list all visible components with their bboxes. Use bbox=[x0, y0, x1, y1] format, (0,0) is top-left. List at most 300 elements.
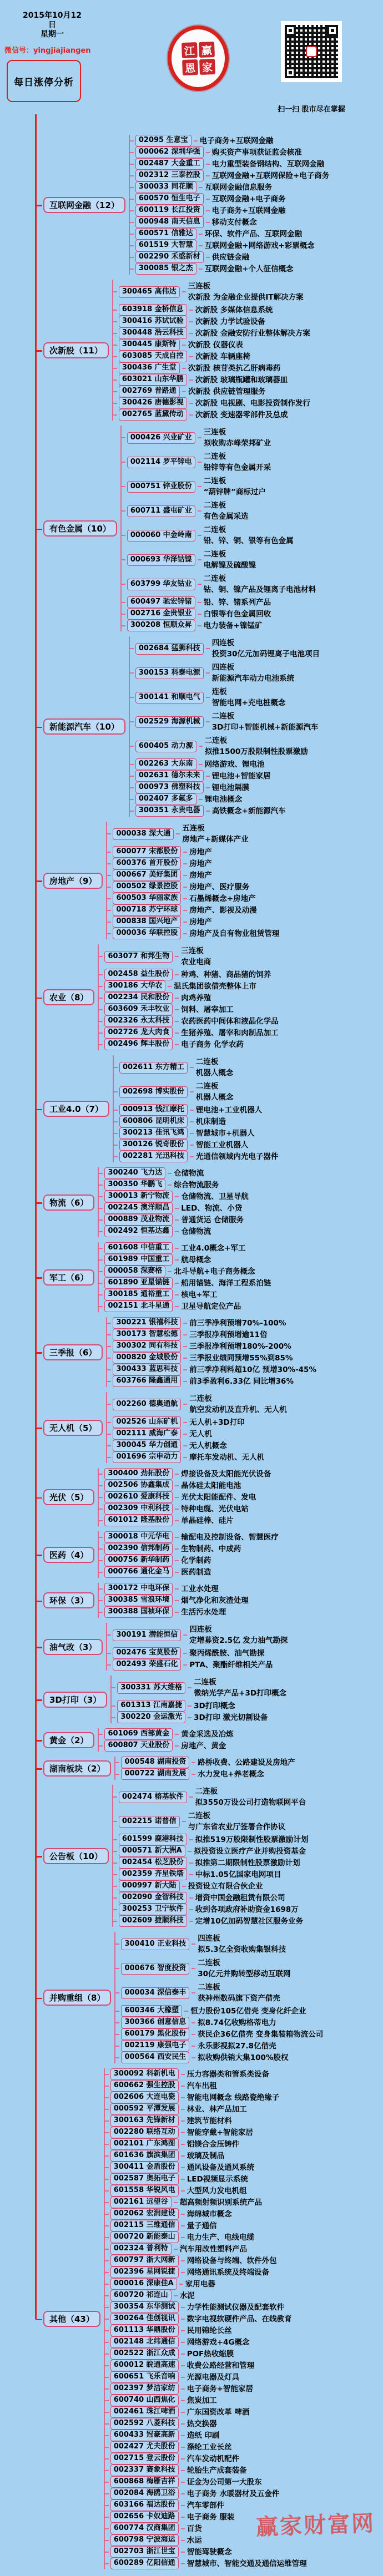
category-node: 油气改（3） bbox=[43, 1639, 103, 1655]
connector-line bbox=[192, 1944, 195, 1945]
stock-note bbox=[212, 771, 271, 782]
stock-note-line: 次新股 金融安防行业整体解决方案 bbox=[195, 328, 310, 338]
connector-line bbox=[198, 559, 201, 560]
stock-node: 002769 普路通 bbox=[119, 386, 180, 397]
stock-row bbox=[115, 1981, 323, 2005]
stock-note-line: 次新股 供应链管理服务 bbox=[188, 387, 266, 396]
stock-node: 002111 威海广泰 bbox=[113, 1428, 181, 1440]
connector-line bbox=[181, 2482, 185, 2483]
stock-node: 002461 珠江啤酒 bbox=[110, 2406, 179, 2418]
stock-note bbox=[195, 305, 273, 316]
stock-node: 300220 金运激光 bbox=[117, 1712, 185, 1723]
stock-note bbox=[189, 893, 255, 904]
stock-note bbox=[188, 363, 281, 374]
connector-line bbox=[189, 1863, 193, 1864]
stock-note bbox=[200, 135, 274, 146]
stock-note bbox=[195, 374, 288, 386]
category-items bbox=[113, 1055, 278, 1162]
stock-note-line: 光伏太阳能配件、发电 bbox=[181, 1492, 256, 1502]
stock-note bbox=[174, 1266, 255, 1277]
stock-row bbox=[99, 992, 278, 1004]
connector-line bbox=[189, 1796, 193, 1798]
category-branch bbox=[0, 1242, 383, 1312]
stock-node: 002407 多氟多 bbox=[135, 793, 196, 805]
connector-line bbox=[181, 2214, 185, 2215]
stock-row bbox=[114, 1151, 278, 1162]
connector-line bbox=[190, 1067, 194, 1068]
stock-note bbox=[205, 735, 308, 757]
stock-row bbox=[114, 1116, 278, 1127]
stock-node: 603166 福达股份 bbox=[110, 2499, 179, 2511]
stock-note bbox=[189, 905, 257, 916]
stock-note-line: 大型风力发电机组 bbox=[187, 2186, 247, 2195]
stock-note bbox=[195, 1834, 309, 1845]
stock-note-line: 二连板 bbox=[203, 452, 226, 461]
stock-node: 002397 梦洁家纺 bbox=[110, 2383, 179, 2395]
stock-note bbox=[204, 620, 263, 631]
connector-line bbox=[181, 2505, 185, 2506]
stock-row bbox=[122, 596, 316, 608]
category-items bbox=[98, 1242, 271, 1312]
stock-note bbox=[181, 1729, 234, 1740]
stock-node: 002703 浙江世宝 bbox=[110, 2546, 179, 2558]
stock-note-line: 四连板 bbox=[211, 663, 235, 672]
connector-line bbox=[189, 356, 193, 357]
connector-line bbox=[182, 291, 186, 292]
stock-note bbox=[196, 1151, 279, 1162]
stock-note bbox=[198, 2017, 276, 2028]
category-items bbox=[98, 1468, 271, 1526]
stock-note-line: 次新股 玻璃瓶罐和玻璃器皿 bbox=[195, 375, 288, 384]
stock-note bbox=[189, 1417, 244, 1428]
stock-node: 000722 湖南发展 bbox=[121, 1768, 189, 1780]
stock-note-line: 电子商务 服装 bbox=[187, 2512, 235, 2522]
stock-node: 002492 恒基达鑫 bbox=[104, 1226, 173, 1237]
stock-note-line: 房地产 bbox=[189, 917, 212, 927]
category-node: 三季报（6） bbox=[43, 1344, 103, 1360]
stock-row bbox=[107, 916, 279, 928]
stock-node: 300153 科泰电源 bbox=[135, 667, 204, 679]
stock-note-line: 涤纶工业长丝 bbox=[187, 2442, 232, 2452]
connector-line bbox=[183, 1634, 187, 1636]
stock-note-line: 量子通信 bbox=[187, 2221, 217, 2230]
stock-note-line: 白银等有色金属回收 bbox=[203, 609, 271, 619]
connector-line bbox=[192, 2057, 195, 2058]
connector-line bbox=[175, 1537, 179, 1538]
connector-line bbox=[181, 2330, 185, 2331]
stock-node: 300445 康斯特 bbox=[119, 339, 180, 351]
stock-note-line: 路桥收费、公路建设及房地产 bbox=[198, 1758, 295, 1767]
stock-note bbox=[187, 2395, 217, 2406]
connector-line bbox=[181, 2517, 185, 2518]
stock-note bbox=[198, 2041, 276, 2052]
stock-row bbox=[105, 2162, 307, 2173]
stock-note-line: 普通货运 仓储服务 bbox=[181, 1215, 244, 1224]
stock-note bbox=[189, 1376, 294, 1387]
connector-line bbox=[206, 787, 210, 788]
connector-line bbox=[192, 2022, 195, 2023]
stock-row bbox=[107, 904, 279, 916]
stock-row bbox=[107, 1392, 286, 1416]
connector-line bbox=[183, 887, 187, 888]
stock-node: 002726 龙大肉食 bbox=[104, 1027, 173, 1039]
stock-note-line: 农药医药中间体和液晶化学品 bbox=[181, 1016, 279, 1026]
stock-note bbox=[181, 1289, 217, 1300]
stock-note-line: 次新股 电视剧、电影投资制作发行 bbox=[195, 398, 310, 408]
connector-line bbox=[175, 974, 179, 975]
connector-line bbox=[175, 1294, 179, 1295]
stock-note bbox=[181, 1555, 211, 1566]
stock-node: 002396 星网锐捷 bbox=[110, 2266, 179, 2278]
stock-node: 002281 光迅科技 bbox=[119, 1151, 188, 1162]
connector-line bbox=[181, 2563, 185, 2564]
stock-row bbox=[107, 1440, 286, 1451]
stock-note-line: 购买资产事项获证监会核准 bbox=[211, 148, 302, 157]
category-branch bbox=[0, 426, 383, 631]
stock-note bbox=[212, 686, 286, 708]
stock-row bbox=[105, 2313, 307, 2325]
connector-line bbox=[189, 1897, 193, 1899]
stock-note bbox=[181, 1243, 245, 1254]
stock-row bbox=[105, 2558, 307, 2569]
stock-note-line: 四连板 bbox=[198, 1934, 220, 1943]
stock-note-line: 房地产+新媒体产业 bbox=[182, 835, 249, 844]
stock-node: 603609 禾丰牧业 bbox=[104, 1004, 173, 1015]
stock-row bbox=[113, 327, 310, 339]
stock-row bbox=[105, 2453, 307, 2464]
stock-node: 002337 赛象科技 bbox=[110, 2464, 179, 2476]
stock-note-line: 百货 bbox=[187, 2524, 202, 2533]
date bbox=[20, 11, 84, 39]
stock-note-line: 汽车用改性塑料产品 bbox=[179, 2244, 248, 2254]
connector-line bbox=[181, 2458, 185, 2459]
stock-note-line: 智能工业机器人 bbox=[195, 1140, 249, 1150]
stock-note-line: 拟推第二期限制性股票激励计划 bbox=[195, 1858, 300, 1868]
stock-row bbox=[122, 523, 316, 548]
stock-node: 600289 亿阳信通 bbox=[110, 2558, 179, 2569]
stock-node: 300354 东华测试 bbox=[110, 2301, 179, 2313]
stock-node: 601890 亚星锚链 bbox=[104, 1277, 173, 1289]
stock-node: 000592 平潭发展 bbox=[110, 2103, 179, 2115]
connector-line bbox=[199, 187, 203, 188]
stock-note bbox=[187, 2139, 240, 2150]
connector-line bbox=[175, 1208, 179, 1209]
stock-node: 002390 信邦制药 bbox=[104, 1543, 173, 1555]
connector-line bbox=[198, 437, 201, 438]
stock-node: 300410 正业科技 bbox=[121, 1939, 189, 1950]
stock-note bbox=[181, 969, 271, 980]
stock-row bbox=[99, 1468, 271, 1480]
stock-note bbox=[180, 2290, 195, 2301]
connector-line bbox=[199, 245, 203, 246]
stock-note bbox=[181, 1039, 244, 1050]
stock-note-line: 智能驾驶概念 bbox=[187, 2547, 232, 2557]
stock-note-line: 仓储物流 bbox=[174, 1168, 204, 1178]
stock-node: 000751 锌业股份 bbox=[127, 481, 195, 493]
stock-note-line: 电子商务 化学农药 bbox=[181, 1040, 244, 1049]
connector-line bbox=[174, 2249, 178, 2250]
category-branch bbox=[0, 1055, 383, 1162]
connector-line bbox=[183, 1653, 187, 1654]
stock-node: 300350 华鹏飞 bbox=[104, 1179, 165, 1191]
stock-note bbox=[187, 2325, 232, 2336]
stock-note-line: 次新股 力学试验设备 bbox=[195, 317, 265, 326]
stock-node: 000718 苏宁环球 bbox=[113, 904, 181, 916]
stock-note-line: 获民企36亿借壳 变身集装箱物流公司 bbox=[198, 2030, 324, 2039]
stock-note-line: 三季报业绩同预增55%到85% bbox=[189, 1353, 293, 1363]
stock-note-line: 通风设备及通风系统 bbox=[187, 2163, 255, 2172]
stock-note-line: 证金为公司第一大股东 bbox=[187, 2477, 262, 2487]
stock-note bbox=[180, 2244, 248, 2255]
connector-line bbox=[175, 1196, 179, 1197]
stock-node: 002326 永太科技 bbox=[104, 1015, 173, 1027]
connector-line bbox=[189, 1909, 193, 1910]
category-items bbox=[98, 944, 278, 1050]
connector-line bbox=[175, 1219, 179, 1221]
connector-line bbox=[175, 1548, 179, 1550]
site-watermark: 赢家财富网 bbox=[255, 2511, 376, 2540]
stock-note bbox=[181, 1607, 226, 1618]
category-node: 环保（3） bbox=[43, 1592, 94, 1608]
stock-node: 02095 生意宝 bbox=[135, 135, 192, 146]
connector-line bbox=[198, 614, 201, 615]
category-items bbox=[129, 636, 320, 817]
stock-row bbox=[115, 2005, 323, 2017]
stock-note-line: 生活污水处理 bbox=[181, 1607, 226, 1617]
connector-line bbox=[206, 175, 210, 176]
category-tree bbox=[0, 135, 383, 2574]
connector-line bbox=[184, 2011, 188, 2012]
stock-node: 600720 祁连山 bbox=[110, 2290, 172, 2301]
connector-line bbox=[175, 1044, 179, 1045]
stock-note bbox=[181, 1567, 211, 1578]
stock-note bbox=[189, 1318, 286, 1329]
stock-row bbox=[130, 770, 320, 782]
stock-node: 002234 民和股份 bbox=[104, 992, 173, 1004]
connector-line bbox=[188, 1851, 192, 1852]
stock-note bbox=[196, 1140, 249, 1151]
stock-note-line: 四连板 bbox=[189, 1625, 212, 1634]
stock-note-line: 船用锚链、海洋工程系泊链 bbox=[181, 1278, 271, 1288]
stock-node: 002101 广东鸿图 bbox=[110, 2138, 179, 2150]
stock-row bbox=[99, 1277, 271, 1289]
stock-node: 300172 中电环保 bbox=[104, 1583, 173, 1595]
category-items bbox=[112, 280, 310, 421]
category-items bbox=[106, 1317, 316, 1387]
connector-line bbox=[181, 2342, 185, 2343]
stock-row bbox=[112, 1700, 286, 1712]
stock-note-line: 拟推1500万股限制性股票激励 bbox=[204, 747, 308, 756]
stock-node: 000426 兴业矿业 bbox=[127, 432, 195, 444]
stock-note bbox=[187, 2477, 262, 2488]
stock-node: 600711 盛屯矿业 bbox=[127, 505, 195, 517]
connector-line bbox=[183, 1445, 187, 1446]
stock-note bbox=[187, 2220, 217, 2231]
connector-line bbox=[198, 584, 201, 585]
stock-node: 002529 海源机械 bbox=[135, 716, 204, 728]
stock-row bbox=[113, 1869, 309, 1880]
stock-node: 002716 金贵银业 bbox=[127, 608, 195, 620]
connector-line bbox=[190, 1156, 194, 1157]
connector-line bbox=[183, 922, 187, 923]
category-node: 军工（6） bbox=[43, 1269, 94, 1286]
stock-note-line: 房地产及自有物业租赁管理 bbox=[189, 929, 280, 938]
stock-node: 002062 宏润建设 bbox=[110, 2208, 179, 2220]
stock-node: 300400 劲拓股份 bbox=[104, 1468, 173, 1480]
stock-note-line: 电子商务+互联网金融 bbox=[211, 206, 286, 215]
stock-row bbox=[105, 2290, 307, 2301]
stock-note-line: 水力发电+养老概念 bbox=[198, 1769, 264, 1779]
stock-note-line: 黄金采选及冶炼 bbox=[181, 1729, 234, 1739]
stock-note-line: 力学性能测试仪器及配套软件 bbox=[187, 2302, 285, 2312]
stock-row bbox=[99, 969, 278, 980]
stock-row bbox=[113, 339, 310, 351]
stock-node: 600571 信雅达 bbox=[135, 228, 196, 240]
stock-note bbox=[188, 281, 304, 303]
stock-note bbox=[181, 1469, 271, 1480]
stock-note bbox=[187, 2383, 253, 2395]
stock-note bbox=[187, 2116, 232, 2127]
stock-node: 002458 益生股份 bbox=[104, 969, 173, 980]
stock-node: 000889 茂业物流 bbox=[104, 1214, 173, 1226]
stock-note-line: 次新股 车辆座椅 bbox=[195, 352, 250, 361]
stock-note-line: 二连板 bbox=[211, 712, 235, 721]
stock-row bbox=[107, 1451, 286, 1463]
stock-row bbox=[99, 1566, 278, 1578]
connector-line bbox=[182, 391, 186, 392]
stock-row bbox=[99, 1300, 271, 1312]
stock-node: 000571 新大洲A bbox=[119, 1845, 185, 1857]
stock-node: 300385 雪浪环境 bbox=[104, 1595, 173, 1606]
stock-node: 000766 通化金马 bbox=[104, 1566, 173, 1578]
stock-row bbox=[99, 1595, 248, 1606]
stock-row bbox=[107, 1329, 316, 1340]
connector-line bbox=[183, 1381, 187, 1382]
stock-note-line: 二连板 bbox=[198, 1983, 220, 1992]
stock-note-line: 前三季净利料超10亿 预增30%-45% bbox=[189, 1365, 316, 1374]
stock-node: 600868 梅雁吉祥 bbox=[110, 2476, 179, 2488]
connector-line bbox=[189, 310, 193, 311]
stock-row bbox=[122, 572, 316, 596]
stock-note bbox=[187, 2407, 250, 2418]
stock-row bbox=[113, 409, 310, 421]
stock-row bbox=[105, 2348, 307, 2360]
stock-node: 300416 苏试试验 bbox=[119, 316, 187, 327]
category-items bbox=[106, 822, 279, 939]
stock-row bbox=[107, 893, 279, 904]
stock-row bbox=[99, 1167, 248, 1179]
stock-note-line: 3D打印概念 bbox=[194, 1701, 235, 1710]
stock-note bbox=[187, 2255, 277, 2266]
category-branch bbox=[0, 1676, 383, 1723]
stock-note bbox=[205, 794, 243, 805]
stock-node: 002454 松芝股份 bbox=[119, 1857, 187, 1869]
stock-row bbox=[122, 499, 316, 523]
stock-row bbox=[122, 450, 316, 474]
stock-note bbox=[189, 1341, 291, 1352]
stock-note-line: 热交换器 bbox=[187, 2419, 217, 2428]
stock-note bbox=[196, 1116, 226, 1127]
stock-note-line: 二连板 bbox=[203, 550, 226, 559]
connector-line bbox=[198, 535, 201, 536]
stock-row bbox=[130, 146, 329, 158]
stock-note-line: 供应链金融 bbox=[211, 252, 250, 262]
category-node: 其他（43） bbox=[43, 2311, 100, 2327]
stock-note bbox=[195, 1892, 285, 1904]
stock-note-line: 30亿元并购转型移动互联网 bbox=[198, 1970, 291, 1978]
qr-finder-icon bbox=[327, 25, 338, 36]
stock-row bbox=[99, 1027, 278, 1039]
stock-node: 300213 佳讯飞鸿 bbox=[119, 1127, 188, 1139]
connector-line bbox=[189, 1874, 193, 1875]
connector-line bbox=[183, 1422, 187, 1423]
stock-note bbox=[188, 1810, 286, 1833]
stock-note bbox=[198, 1769, 264, 1780]
stock-note bbox=[187, 2453, 240, 2464]
stock-row bbox=[107, 1340, 316, 1352]
stock-row bbox=[105, 2092, 307, 2103]
stock-note-line: 无人机 bbox=[189, 1429, 212, 1439]
connector-line bbox=[181, 2388, 185, 2390]
stock-node: 002606 大连电瓷 bbox=[110, 2092, 179, 2103]
stock-note bbox=[195, 328, 310, 339]
connector-line bbox=[190, 1110, 194, 1111]
stock-note-line: 仓储物流 bbox=[181, 1227, 211, 1236]
stock-note-line: 收到各项政府补助资金1698万 bbox=[195, 1905, 299, 1914]
connector-line bbox=[181, 2423, 185, 2425]
category-items bbox=[106, 1392, 286, 1463]
stock-note-line: 输配电及控制设备、智慧医疗 bbox=[181, 1532, 279, 1542]
stock-note bbox=[181, 1016, 279, 1027]
stock-note-line: 综合物流服务 bbox=[174, 1180, 219, 1190]
stock-node: 000667 美好集团 bbox=[113, 869, 181, 881]
stock-row bbox=[107, 881, 279, 893]
category-items bbox=[114, 1757, 295, 1780]
stock-node: 002309 中利科技 bbox=[104, 1503, 173, 1515]
connector-line bbox=[168, 1185, 172, 1186]
connector-line bbox=[175, 1745, 179, 1747]
stock-note bbox=[189, 917, 212, 928]
stock-row bbox=[130, 193, 329, 205]
stock-row bbox=[105, 2418, 307, 2430]
stock-row bbox=[130, 661, 320, 685]
connector-line bbox=[181, 2435, 185, 2436]
stock-node: 600807 天业股份 bbox=[104, 1740, 173, 1752]
stock-row bbox=[115, 2017, 323, 2028]
stock-note-line: 温氏集团欲借壳整体上市 bbox=[174, 981, 256, 991]
connector-line bbox=[183, 1369, 187, 1370]
stock-node: 600346 大橡塑 bbox=[121, 2005, 182, 2017]
stock-note bbox=[181, 1028, 279, 1039]
stock-node: 002280 联络互动 bbox=[110, 2127, 179, 2138]
stock-note bbox=[187, 2302, 285, 2313]
stock-node: 002151 北斗星通 bbox=[104, 1300, 173, 1312]
stock-row bbox=[122, 608, 316, 620]
stock-note bbox=[181, 1254, 211, 1266]
connector-line bbox=[183, 1358, 187, 1359]
stock-note-line: 房地产 bbox=[189, 847, 212, 857]
stock-node: 000997 新大陆 bbox=[119, 1880, 180, 1892]
connector-line bbox=[190, 1121, 194, 1122]
connector-line bbox=[181, 2190, 185, 2192]
stock-note bbox=[212, 205, 286, 216]
stock-note-line: 拟5.3亿全资收购集银科技 bbox=[198, 1945, 286, 1954]
stock-node: 600433 冠豪高新 bbox=[110, 2430, 179, 2441]
stock-note bbox=[194, 1712, 268, 1723]
stock-row bbox=[105, 2441, 307, 2453]
connector-line bbox=[183, 1664, 187, 1666]
stock-row bbox=[99, 1202, 248, 1214]
